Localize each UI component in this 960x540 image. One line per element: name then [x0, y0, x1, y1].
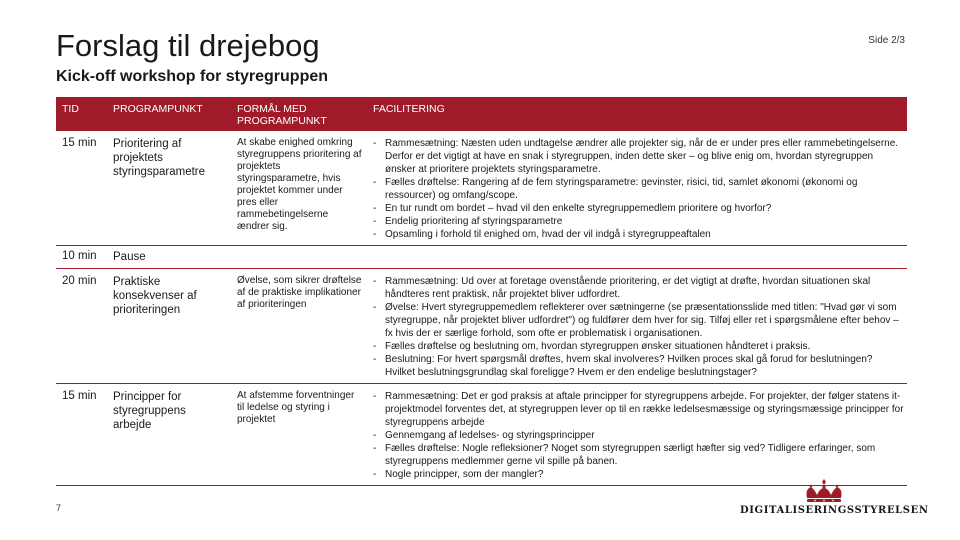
list-item: - Nogle principper, som der mangler?: [373, 468, 905, 481]
row-facilitation: [367, 246, 907, 269]
row-time: 20 min: [56, 269, 107, 384]
row-program: Principper for styregruppens arbejde: [107, 384, 231, 486]
list-item: - Opsamling i forhold til enighed om, hvad der vil indgå i styregruppeaftalen: [373, 228, 905, 241]
header-formaal: FORMÅL MED PROGRAMPUNKT: [231, 97, 367, 131]
table-row: [56, 246, 907, 269]
list-item: - Gennemgang af ledelses- og styringsprincipper: [373, 429, 905, 442]
row-purpose: At afstemme forventninger til ledelse og styring i projektet: [231, 384, 367, 486]
row-program: Praktiske konsekvenser af prioriteringen: [107, 269, 231, 384]
header-tid: TID: [56, 97, 107, 131]
row-facilitation: [367, 131, 907, 246]
agenda-table-wrapper: [56, 97, 907, 486]
page-subtitle: Kick-off workshop for styregruppen: [56, 68, 329, 85]
list-item: - Rammesætning: Det er god praksis at aftale principper for styregruppens arbejde. For projekter, der følger statens it-projektmodel forventes det, at styregruppen lever op til en række ledelsesmæssige og styringsmæssige principper for styregruppens arbejde: [373, 390, 905, 429]
list-item: - Rammesætning: Næsten uden undtagelse ændrer alle projekter sig, når de er under pres eller rammebetingelserne. Derfor er det vigtigt at have en snak i styregruppen, inden dette sker – og blive enig om, hvordan styregruppen ønsker at prioritere projektets styringsparametre.: [373, 137, 905, 176]
table-row: [56, 131, 907, 246]
header-facilitering: FACILITERING: [367, 97, 907, 131]
slide-number: 7: [56, 503, 62, 513]
facilitation-list: [373, 137, 905, 241]
header-programpunkt: PROGRAMPUNKT: [107, 97, 231, 131]
list-item: - Endelig prioritering af styringsparametre: [373, 215, 905, 228]
row-time: 15 min: [56, 131, 107, 246]
page-label: Side 2/3: [868, 35, 905, 46]
table-row: [56, 269, 907, 384]
list-item: - Fælles drøftelse: Nogle refleksioner? Noget som styregruppen særligt hæfter sig ved? Tidligere erfaringer, som styregruppens medlemmer gerne vil spille på banen.: [373, 442, 905, 468]
row-purpose: At skabe enighed omkring styregruppens prioritering af projektets styringsparametre, hvis projektet kommer under pres eller rammebetingelserne ændrer sig.: [231, 131, 367, 246]
list-item: - Øvelse: Hvert styregruppemedlem reflekterer over sætningerne (se præsentationsslide med titlen: "Hvad gør vi som styregruppe, når projektet bliver udfordret") og fuldfører dem hver for sig. Tilføj eller ret i spørgsmålene efter behov – fx hvis der er særlige forhold, som ofte er problematisk i organisationen.: [373, 301, 905, 340]
row-program: Pause: [107, 246, 231, 269]
row-purpose: Øvelse, som sikrer drøftelse af de praktiske implikationer af prioriteringen: [231, 269, 367, 384]
list-item: - Rammesætning: Ud over at foretage ovenstående prioritering, er det vigtigt at drøfte, hvordan situationen skal håndteres rent praktisk, når projektet bliver udfordret.: [373, 275, 905, 301]
agenda-table: [56, 97, 907, 486]
table-row: [56, 384, 907, 486]
list-item: - En tur rundt om bordet – hvad vil den enkelte styregruppemedlem prioritere og hvorfor?: [373, 202, 905, 215]
row-facilitation: [367, 384, 907, 486]
row-purpose: [231, 246, 367, 269]
row-time: 15 min: [56, 384, 107, 486]
list-item: - Fælles drøftelse: Rangering af de fem styringsparametre: gevinster, risici, tid, samlet økonomi (økonomi og ressourcer) og omfang/scope.: [373, 176, 905, 202]
facilitation-list: [373, 390, 905, 481]
row-facilitation: [367, 269, 907, 384]
table-header-row: [56, 97, 907, 131]
crown-icon: [801, 478, 847, 504]
page-title: Forslag til drejebog: [56, 28, 320, 63]
organization-logo: [738, 478, 929, 518]
list-item: - Fælles drøftelse og beslutning om, hvordan styregruppen ønsker situationen håndteret i praksis.: [373, 340, 905, 353]
row-program: Prioritering af projektets styringsparametre: [107, 131, 231, 246]
row-time: 10 min: [56, 246, 107, 269]
list-item: - Beslutning: For hvert spørgsmål drøftes, hvem skal involveres? Hvilken proces skal gå forud for beslutningen? Hvilket beslutningsgrundlag skal foreligge? Hvem er den endelige beslutningstager?: [373, 353, 905, 379]
logo-text: DIGITALISERINGSSTYRELSEN: [740, 505, 929, 516]
facilitation-list: [373, 275, 905, 379]
